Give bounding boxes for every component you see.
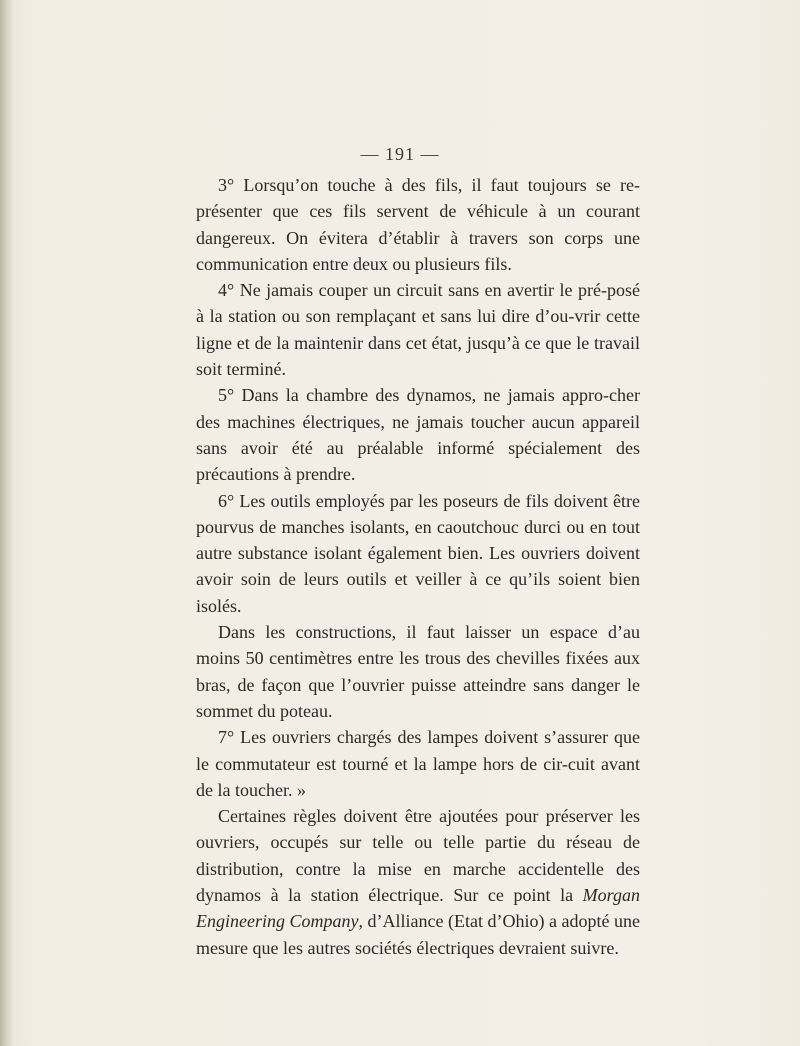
paragraph-constructions: Dans les constructions, il faut laisser un espace d’au moins 50 centimètres entre les trous des chevilles fixées aux bras, de façon que l’ouvrier puisse atteindre sans danger le sommet du poteau.: [196, 622, 640, 721]
conclusion-text-end: , d’Alliance (Etat d’Ohio) a adopté une mesure que les autres sociétés électriques devraient suivre.: [196, 911, 640, 958]
paragraph-rule-7: 7° Les ouvriers chargés des lampes doivent s’assurer que le commutateur est tourné et la lampe hors de cir-cuit avant de la toucher. »: [196, 727, 640, 800]
conclusion-text-start: Certaines règles doivent être ajoutées pour préserver les ouvriers, occupés sur telle ou telle partie du réseau de distribution, contre la mise en marche accidentelle des dynamos à la station électrique. Sur ce point la: [196, 806, 640, 906]
paragraph-rule-6: 6° Les outils employés par les poseurs de fils doivent être pourvus de manches isolants, en caoutchouc durci ou en tout autre substance isolant également bien. Les ouvriers doivent avoir soin de leurs outils et veiller à ce qu’ils soient bien isolés.: [196, 490, 640, 616]
company-name: Morgan Engineering Company: [196, 885, 640, 932]
paragraph-conclusion: [196, 803, 640, 961]
body-text: [196, 172, 640, 961]
page-number-header: — 191 —: [360, 144, 440, 164]
paragraph-rule-4: 4° Ne jamais couper un circuit sans en avertir le pré-posé à la station ou son remplaçant et sans lui dire d’ou-vrir cette ligne et de la maintenir dans cet état, jusqu’à ce que le travail soit terminé.: [196, 280, 640, 380]
paragraph-rule-3: 3° Lorsqu’on touche à des fils, il faut toujours se re-présenter que ces fils servent de véhicule à un courant dangereux. On évitera d’établir à travers son corps une communication entre deux ou plusieurs fils.: [196, 175, 640, 274]
paragraph-rule-5: 5° Dans la chambre des dynamos, ne jamais appro-cher des machines électriques, ne jamais toucher aucun appareil sans avoir été au préalable informé spécialement des précautions à prendre.: [196, 385, 640, 485]
